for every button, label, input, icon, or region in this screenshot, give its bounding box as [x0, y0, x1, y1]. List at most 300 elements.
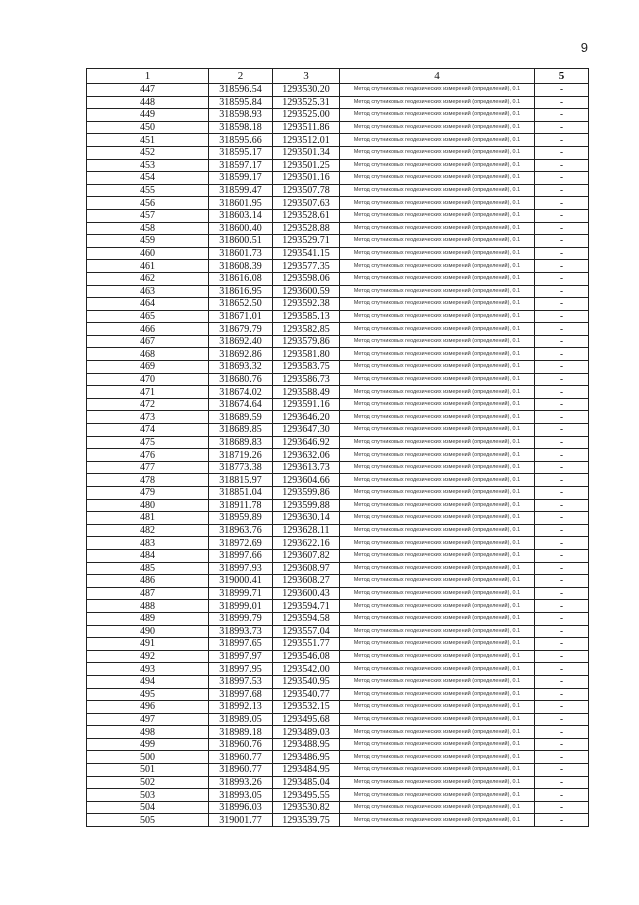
table-row: [87, 159, 589, 172]
x-coordinate-cell: 318693.32: [209, 361, 273, 374]
y-coordinate-cell: 1293579.86: [273, 335, 340, 348]
column-5-cell: -: [535, 474, 589, 487]
point-number-cell: 482: [87, 524, 209, 537]
method-cell: Метод спутниковых геодезических измерений (определений), 0.1: [340, 537, 535, 550]
y-coordinate-cell: 1293647.30: [273, 424, 340, 437]
y-coordinate-cell: 1293557.04: [273, 625, 340, 638]
point-number-cell: 475: [87, 436, 209, 449]
point-number-cell: 488: [87, 600, 209, 613]
y-coordinate-cell: 1293585.13: [273, 310, 340, 323]
method-cell: Метод спутниковых геодезических измерений (определений), 0.1: [340, 424, 535, 437]
point-number-cell: 447: [87, 84, 209, 97]
column-5-cell: -: [535, 235, 589, 248]
method-cell: Метод спутниковых геодезических измерений (определений), 0.1: [340, 184, 535, 197]
x-coordinate-cell: 318671.01: [209, 310, 273, 323]
y-coordinate-cell: 1293594.71: [273, 600, 340, 613]
method-cell: Метод спутниковых геодезических измерений (определений), 0.1: [340, 386, 535, 399]
column-5-cell: -: [535, 663, 589, 676]
point-number-cell: 452: [87, 146, 209, 159]
method-cell: Метод спутниковых геодезических измерений (определений), 0.1: [340, 361, 535, 374]
table-row: [87, 688, 589, 701]
y-coordinate-cell: 1293530.20: [273, 84, 340, 97]
method-cell: Метод спутниковых геодезических измерений (определений), 0.1: [340, 638, 535, 651]
table-row: [87, 600, 589, 613]
method-cell: Метод спутниковых геодезических измерений (определений), 0.1: [340, 411, 535, 424]
y-coordinate-cell: 1293608.97: [273, 562, 340, 575]
method-cell: Метод спутниковых геодезических измерений (определений), 0.1: [340, 247, 535, 260]
coordinates-table: [86, 68, 589, 827]
column-5-cell: -: [535, 562, 589, 575]
point-number-cell: 500: [87, 751, 209, 764]
y-coordinate-cell: 1293600.59: [273, 285, 340, 298]
point-number-cell: 457: [87, 209, 209, 222]
table-row: [87, 726, 589, 739]
table-row: [87, 449, 589, 462]
x-coordinate-cell: 318999.01: [209, 600, 273, 613]
table-row: [87, 575, 589, 588]
x-coordinate-cell: 318600.51: [209, 235, 273, 248]
table-row: [87, 172, 589, 185]
method-cell: Метод спутниковых геодезических измерений (определений), 0.1: [340, 524, 535, 537]
point-number-cell: 492: [87, 650, 209, 663]
method-cell: Метод спутниковых геодезических измерений (определений), 0.1: [340, 675, 535, 688]
method-cell: Метод спутниковых геодезических измерений (определений), 0.1: [340, 562, 535, 575]
point-number-cell: 469: [87, 361, 209, 374]
method-cell: Метод спутниковых геодезических измерений (определений), 0.1: [340, 172, 535, 185]
method-cell: Метод спутниковых геодезических измерений (определений), 0.1: [340, 209, 535, 222]
x-coordinate-cell: 318960.77: [209, 751, 273, 764]
x-coordinate-cell: 318911.78: [209, 499, 273, 512]
point-number-cell: 505: [87, 814, 209, 827]
point-number-cell: 487: [87, 587, 209, 600]
column-5-cell: -: [535, 348, 589, 361]
method-cell: Метод спутниковых геодезических измерений (определений), 0.1: [340, 159, 535, 172]
point-number-cell: 478: [87, 474, 209, 487]
point-number-cell: 498: [87, 726, 209, 739]
x-coordinate-cell: 318679.79: [209, 323, 273, 336]
column-5-cell: -: [535, 650, 589, 663]
y-coordinate-cell: 1293592.38: [273, 298, 340, 311]
point-number-cell: 499: [87, 738, 209, 751]
table-row: [87, 373, 589, 386]
x-coordinate-cell: 318960.77: [209, 764, 273, 777]
x-coordinate-cell: 318596.54: [209, 84, 273, 97]
table-row: [87, 512, 589, 525]
table-row: [87, 424, 589, 437]
table-row: [87, 487, 589, 500]
x-coordinate-cell: 318972.69: [209, 537, 273, 550]
table-row: [87, 96, 589, 109]
y-coordinate-cell: 1293495.68: [273, 713, 340, 726]
table-row: [87, 751, 589, 764]
method-cell: Метод спутниковых геодезических измерений (определений), 0.1: [340, 625, 535, 638]
column-5-cell: -: [535, 96, 589, 109]
method-cell: Метод спутниковых геодезических измерений (определений), 0.1: [340, 512, 535, 525]
column-5-cell: -: [535, 298, 589, 311]
y-coordinate-cell: 1293604.66: [273, 474, 340, 487]
method-cell: Метод спутниковых геодезических измерений (определений), 0.1: [340, 713, 535, 726]
table-row: [87, 146, 589, 159]
x-coordinate-cell: 318689.83: [209, 436, 273, 449]
y-coordinate-cell: 1293599.88: [273, 499, 340, 512]
method-cell: Метод спутниковых геодезических измерений (определений), 0.1: [340, 96, 535, 109]
table-row: [87, 461, 589, 474]
point-number-cell: 472: [87, 398, 209, 411]
point-number-cell: 503: [87, 789, 209, 802]
y-coordinate-cell: 1293485.04: [273, 776, 340, 789]
method-cell: Метод спутниковых геодезических измерений (определений), 0.1: [340, 323, 535, 336]
method-cell: Метод спутниковых геодезических измерений (определений), 0.1: [340, 146, 535, 159]
point-number-cell: 501: [87, 764, 209, 777]
point-number-cell: 497: [87, 713, 209, 726]
method-cell: Метод спутниковых геодезических измерений (определений), 0.1: [340, 121, 535, 134]
point-number-cell: 451: [87, 134, 209, 147]
method-cell: Метод спутниковых геодезических измерений (определений), 0.1: [340, 487, 535, 500]
table-row: [87, 84, 589, 97]
x-coordinate-cell: 318993.73: [209, 625, 273, 638]
method-cell: Метод спутниковых геодезических измерений (определений), 0.1: [340, 436, 535, 449]
header-row: [87, 69, 589, 84]
table-row: [87, 134, 589, 147]
x-coordinate-cell: 318959.89: [209, 512, 273, 525]
x-coordinate-cell: 318989.05: [209, 713, 273, 726]
table-header: [87, 69, 589, 84]
column-5-cell: -: [535, 549, 589, 562]
column-5-cell: -: [535, 688, 589, 701]
y-coordinate-cell: 1293632.06: [273, 449, 340, 462]
method-cell: Метод спутниковых геодезических измерений (определений), 0.1: [340, 650, 535, 663]
column-5-cell: -: [535, 159, 589, 172]
point-number-cell: 486: [87, 575, 209, 588]
table-row: [87, 814, 589, 827]
column-5-cell: -: [535, 197, 589, 210]
method-cell: Метод спутниковых геодезических измерений (определений), 0.1: [340, 587, 535, 600]
y-coordinate-cell: 1293630.14: [273, 512, 340, 525]
column-5-cell: -: [535, 247, 589, 260]
y-coordinate-cell: 1293551.77: [273, 638, 340, 651]
column-5-cell: -: [535, 512, 589, 525]
point-number-cell: 485: [87, 562, 209, 575]
point-number-cell: 480: [87, 499, 209, 512]
header-col-5: 5: [535, 69, 589, 84]
y-coordinate-cell: 1293525.31: [273, 96, 340, 109]
table-row: [87, 537, 589, 550]
point-number-cell: 449: [87, 109, 209, 122]
point-number-cell: 467: [87, 335, 209, 348]
table-row: [87, 310, 589, 323]
column-5-cell: -: [535, 121, 589, 134]
column-5-cell: -: [535, 285, 589, 298]
point-number-cell: 456: [87, 197, 209, 210]
x-coordinate-cell: 318598.18: [209, 121, 273, 134]
table-row: [87, 184, 589, 197]
x-coordinate-cell: 318719.26: [209, 449, 273, 462]
x-coordinate-cell: 318595.66: [209, 134, 273, 147]
y-coordinate-cell: 1293600.43: [273, 587, 340, 600]
column-5-cell: -: [535, 134, 589, 147]
method-cell: Метод спутниковых геодезических измерений (определений), 0.1: [340, 600, 535, 613]
point-number-cell: 484: [87, 549, 209, 562]
x-coordinate-cell: 318997.66: [209, 549, 273, 562]
column-5-cell: -: [535, 524, 589, 537]
header-col-3: 3: [273, 69, 340, 84]
y-coordinate-cell: 1293528.61: [273, 209, 340, 222]
x-coordinate-cell: 318963.76: [209, 524, 273, 537]
method-cell: Метод спутниковых геодезических измерений (определений), 0.1: [340, 474, 535, 487]
x-coordinate-cell: 318652.50: [209, 298, 273, 311]
x-coordinate-cell: 318989.18: [209, 726, 273, 739]
point-number-cell: 489: [87, 612, 209, 625]
point-number-cell: 461: [87, 260, 209, 273]
y-coordinate-cell: 1293540.77: [273, 688, 340, 701]
x-coordinate-cell: 318997.65: [209, 638, 273, 651]
column-5-cell: -: [535, 449, 589, 462]
column-5-cell: -: [535, 801, 589, 814]
point-number-cell: 502: [87, 776, 209, 789]
method-cell: Метод спутниковых геодезических измерений (определений), 0.1: [340, 612, 535, 625]
x-coordinate-cell: 318598.93: [209, 109, 273, 122]
column-5-cell: -: [535, 487, 589, 500]
point-number-cell: 459: [87, 235, 209, 248]
table-row: [87, 587, 589, 600]
column-5-cell: -: [535, 461, 589, 474]
method-cell: Метод спутниковых геодезических измерений (определений), 0.1: [340, 235, 535, 248]
x-coordinate-cell: 318999.71: [209, 587, 273, 600]
y-coordinate-cell: 1293622.16: [273, 537, 340, 550]
x-coordinate-cell: 318599.17: [209, 172, 273, 185]
method-cell: Метод спутниковых геодезических измерений (определений), 0.1: [340, 298, 535, 311]
table-row: [87, 411, 589, 424]
table-row: [87, 499, 589, 512]
method-cell: Метод спутниковых геодезических измерений (определений), 0.1: [340, 701, 535, 714]
method-cell: Метод спутниковых геодезических измерений (определений), 0.1: [340, 449, 535, 462]
x-coordinate-cell: 318993.26: [209, 776, 273, 789]
x-coordinate-cell: 318997.53: [209, 675, 273, 688]
column-5-cell: -: [535, 738, 589, 751]
point-number-cell: 468: [87, 348, 209, 361]
point-number-cell: 455: [87, 184, 209, 197]
table-row: [87, 625, 589, 638]
column-5-cell: -: [535, 612, 589, 625]
table-row: [87, 247, 589, 260]
table-row: [87, 738, 589, 751]
column-5-cell: -: [535, 386, 589, 399]
x-coordinate-cell: 318601.95: [209, 197, 273, 210]
method-cell: Метод спутниковых геодезических измерений (определений), 0.1: [340, 801, 535, 814]
x-coordinate-cell: 319000.41: [209, 575, 273, 588]
y-coordinate-cell: 1293646.20: [273, 411, 340, 424]
y-coordinate-cell: 1293541.15: [273, 247, 340, 260]
x-coordinate-cell: 318851.04: [209, 487, 273, 500]
column-5-cell: -: [535, 675, 589, 688]
y-coordinate-cell: 1293591.16: [273, 398, 340, 411]
column-5-cell: -: [535, 713, 589, 726]
y-coordinate-cell: 1293512.01: [273, 134, 340, 147]
x-coordinate-cell: 318600.40: [209, 222, 273, 235]
table-row: [87, 285, 589, 298]
x-coordinate-cell: 319001.77: [209, 814, 273, 827]
table-row: [87, 612, 589, 625]
y-coordinate-cell: 1293489.03: [273, 726, 340, 739]
x-coordinate-cell: 318599.47: [209, 184, 273, 197]
point-number-cell: 481: [87, 512, 209, 525]
point-number-cell: 473: [87, 411, 209, 424]
column-5-cell: -: [535, 789, 589, 802]
y-coordinate-cell: 1293532.15: [273, 701, 340, 714]
method-cell: Метод спутниковых геодезических измерений (определений), 0.1: [340, 663, 535, 676]
method-cell: Метод спутниковых геодезических измерений (определений), 0.1: [340, 109, 535, 122]
column-5-cell: -: [535, 587, 589, 600]
column-5-cell: -: [535, 398, 589, 411]
table-row: [87, 524, 589, 537]
method-cell: Метод спутниковых геодезических измерений (определений), 0.1: [340, 461, 535, 474]
y-coordinate-cell: 1293628.11: [273, 524, 340, 537]
column-5-cell: -: [535, 361, 589, 374]
column-5-cell: -: [535, 537, 589, 550]
table-row: [87, 801, 589, 814]
table-row: [87, 298, 589, 311]
x-coordinate-cell: 318616.95: [209, 285, 273, 298]
table-row: [87, 474, 589, 487]
y-coordinate-cell: 1293507.78: [273, 184, 340, 197]
x-coordinate-cell: 318997.68: [209, 688, 273, 701]
y-coordinate-cell: 1293582.85: [273, 323, 340, 336]
x-coordinate-cell: 318689.59: [209, 411, 273, 424]
y-coordinate-cell: 1293484.95: [273, 764, 340, 777]
y-coordinate-cell: 1293581.80: [273, 348, 340, 361]
column-5-cell: -: [535, 184, 589, 197]
y-coordinate-cell: 1293501.34: [273, 146, 340, 159]
x-coordinate-cell: 318815.97: [209, 474, 273, 487]
table-row: [87, 398, 589, 411]
column-5-cell: -: [535, 600, 589, 613]
y-coordinate-cell: 1293588.49: [273, 386, 340, 399]
page-number: 9: [580, 40, 588, 55]
y-coordinate-cell: 1293608.27: [273, 575, 340, 588]
table-row: [87, 638, 589, 651]
column-5-cell: -: [535, 272, 589, 285]
table-row: [87, 663, 589, 676]
point-number-cell: 490: [87, 625, 209, 638]
y-coordinate-cell: 1293525.00: [273, 109, 340, 122]
y-coordinate-cell: 1293577.35: [273, 260, 340, 273]
method-cell: Метод спутниковых геодезических измерений (определений), 0.1: [340, 549, 535, 562]
table-row: [87, 272, 589, 285]
y-coordinate-cell: 1293486.95: [273, 751, 340, 764]
column-5-cell: -: [535, 109, 589, 122]
x-coordinate-cell: 318992.13: [209, 701, 273, 714]
point-number-cell: 453: [87, 159, 209, 172]
column-5-cell: -: [535, 424, 589, 437]
method-cell: Метод спутниковых геодезических измерений (определений), 0.1: [340, 84, 535, 97]
column-5-cell: -: [535, 575, 589, 588]
x-coordinate-cell: 318960.76: [209, 738, 273, 751]
y-coordinate-cell: 1293546.08: [273, 650, 340, 663]
table-row: [87, 209, 589, 222]
method-cell: Метод спутниковых геодезических измерений (определений), 0.1: [340, 688, 535, 701]
x-coordinate-cell: 318999.79: [209, 612, 273, 625]
table-row: [87, 776, 589, 789]
table-row: [87, 197, 589, 210]
table-row: [87, 348, 589, 361]
x-coordinate-cell: 318601.73: [209, 247, 273, 260]
method-cell: Метод спутниковых геодезических измерений (определений), 0.1: [340, 575, 535, 588]
x-coordinate-cell: 318692.86: [209, 348, 273, 361]
method-cell: Метод спутниковых геодезических измерений (определений), 0.1: [340, 335, 535, 348]
column-5-cell: -: [535, 260, 589, 273]
column-5-cell: -: [535, 726, 589, 739]
method-cell: Метод спутниковых геодезических измерений (определений), 0.1: [340, 764, 535, 777]
y-coordinate-cell: 1293613.73: [273, 461, 340, 474]
method-cell: Метод спутниковых геодезических измерений (определений), 0.1: [340, 499, 535, 512]
column-5-cell: -: [535, 84, 589, 97]
x-coordinate-cell: 318689.85: [209, 424, 273, 437]
point-number-cell: 463: [87, 285, 209, 298]
y-coordinate-cell: 1293583.75: [273, 361, 340, 374]
y-coordinate-cell: 1293511.86: [273, 121, 340, 134]
y-coordinate-cell: 1293507.63: [273, 197, 340, 210]
x-coordinate-cell: 318692.40: [209, 335, 273, 348]
y-coordinate-cell: 1293488.95: [273, 738, 340, 751]
table-row: [87, 222, 589, 235]
column-5-cell: -: [535, 209, 589, 222]
method-cell: Метод спутниковых геодезических измерений (определений), 0.1: [340, 197, 535, 210]
column-5-cell: -: [535, 625, 589, 638]
y-coordinate-cell: 1293598.06: [273, 272, 340, 285]
y-coordinate-cell: 1293542.00: [273, 663, 340, 676]
point-number-cell: 464: [87, 298, 209, 311]
y-coordinate-cell: 1293607.82: [273, 549, 340, 562]
point-number-cell: 491: [87, 638, 209, 651]
point-number-cell: 450: [87, 121, 209, 134]
point-number-cell: 474: [87, 424, 209, 437]
column-5-cell: -: [535, 701, 589, 714]
method-cell: Метод спутниковых геодезических измерений (определений), 0.1: [340, 310, 535, 323]
x-coordinate-cell: 318616.08: [209, 272, 273, 285]
x-coordinate-cell: 318595.17: [209, 146, 273, 159]
y-coordinate-cell: 1293586.73: [273, 373, 340, 386]
point-number-cell: 493: [87, 663, 209, 676]
table-row: [87, 260, 589, 273]
method-cell: Метод спутниковых геодезических измерений (определений), 0.1: [340, 348, 535, 361]
point-number-cell: 479: [87, 487, 209, 500]
method-cell: Метод спутниковых геодезических измерений (определений), 0.1: [340, 751, 535, 764]
point-number-cell: 466: [87, 323, 209, 336]
y-coordinate-cell: 1293530.82: [273, 801, 340, 814]
table-row: [87, 675, 589, 688]
column-5-cell: -: [535, 146, 589, 159]
point-number-cell: 448: [87, 96, 209, 109]
point-number-cell: 477: [87, 461, 209, 474]
table-row: [87, 335, 589, 348]
x-coordinate-cell: 318680.76: [209, 373, 273, 386]
table-body: [87, 84, 589, 827]
table-row: [87, 235, 589, 248]
table-row: [87, 764, 589, 777]
column-5-cell: -: [535, 776, 589, 789]
x-coordinate-cell: 318997.95: [209, 663, 273, 676]
header-col-4: 4: [340, 69, 535, 84]
x-coordinate-cell: 318674.02: [209, 386, 273, 399]
table-row: [87, 109, 589, 122]
table-row: [87, 361, 589, 374]
x-coordinate-cell: 318773.38: [209, 461, 273, 474]
x-coordinate-cell: 318603.14: [209, 209, 273, 222]
x-coordinate-cell: 318674.64: [209, 398, 273, 411]
column-5-cell: -: [535, 411, 589, 424]
method-cell: Метод спутниковых геодезических измерений (определений), 0.1: [340, 272, 535, 285]
column-5-cell: -: [535, 310, 589, 323]
